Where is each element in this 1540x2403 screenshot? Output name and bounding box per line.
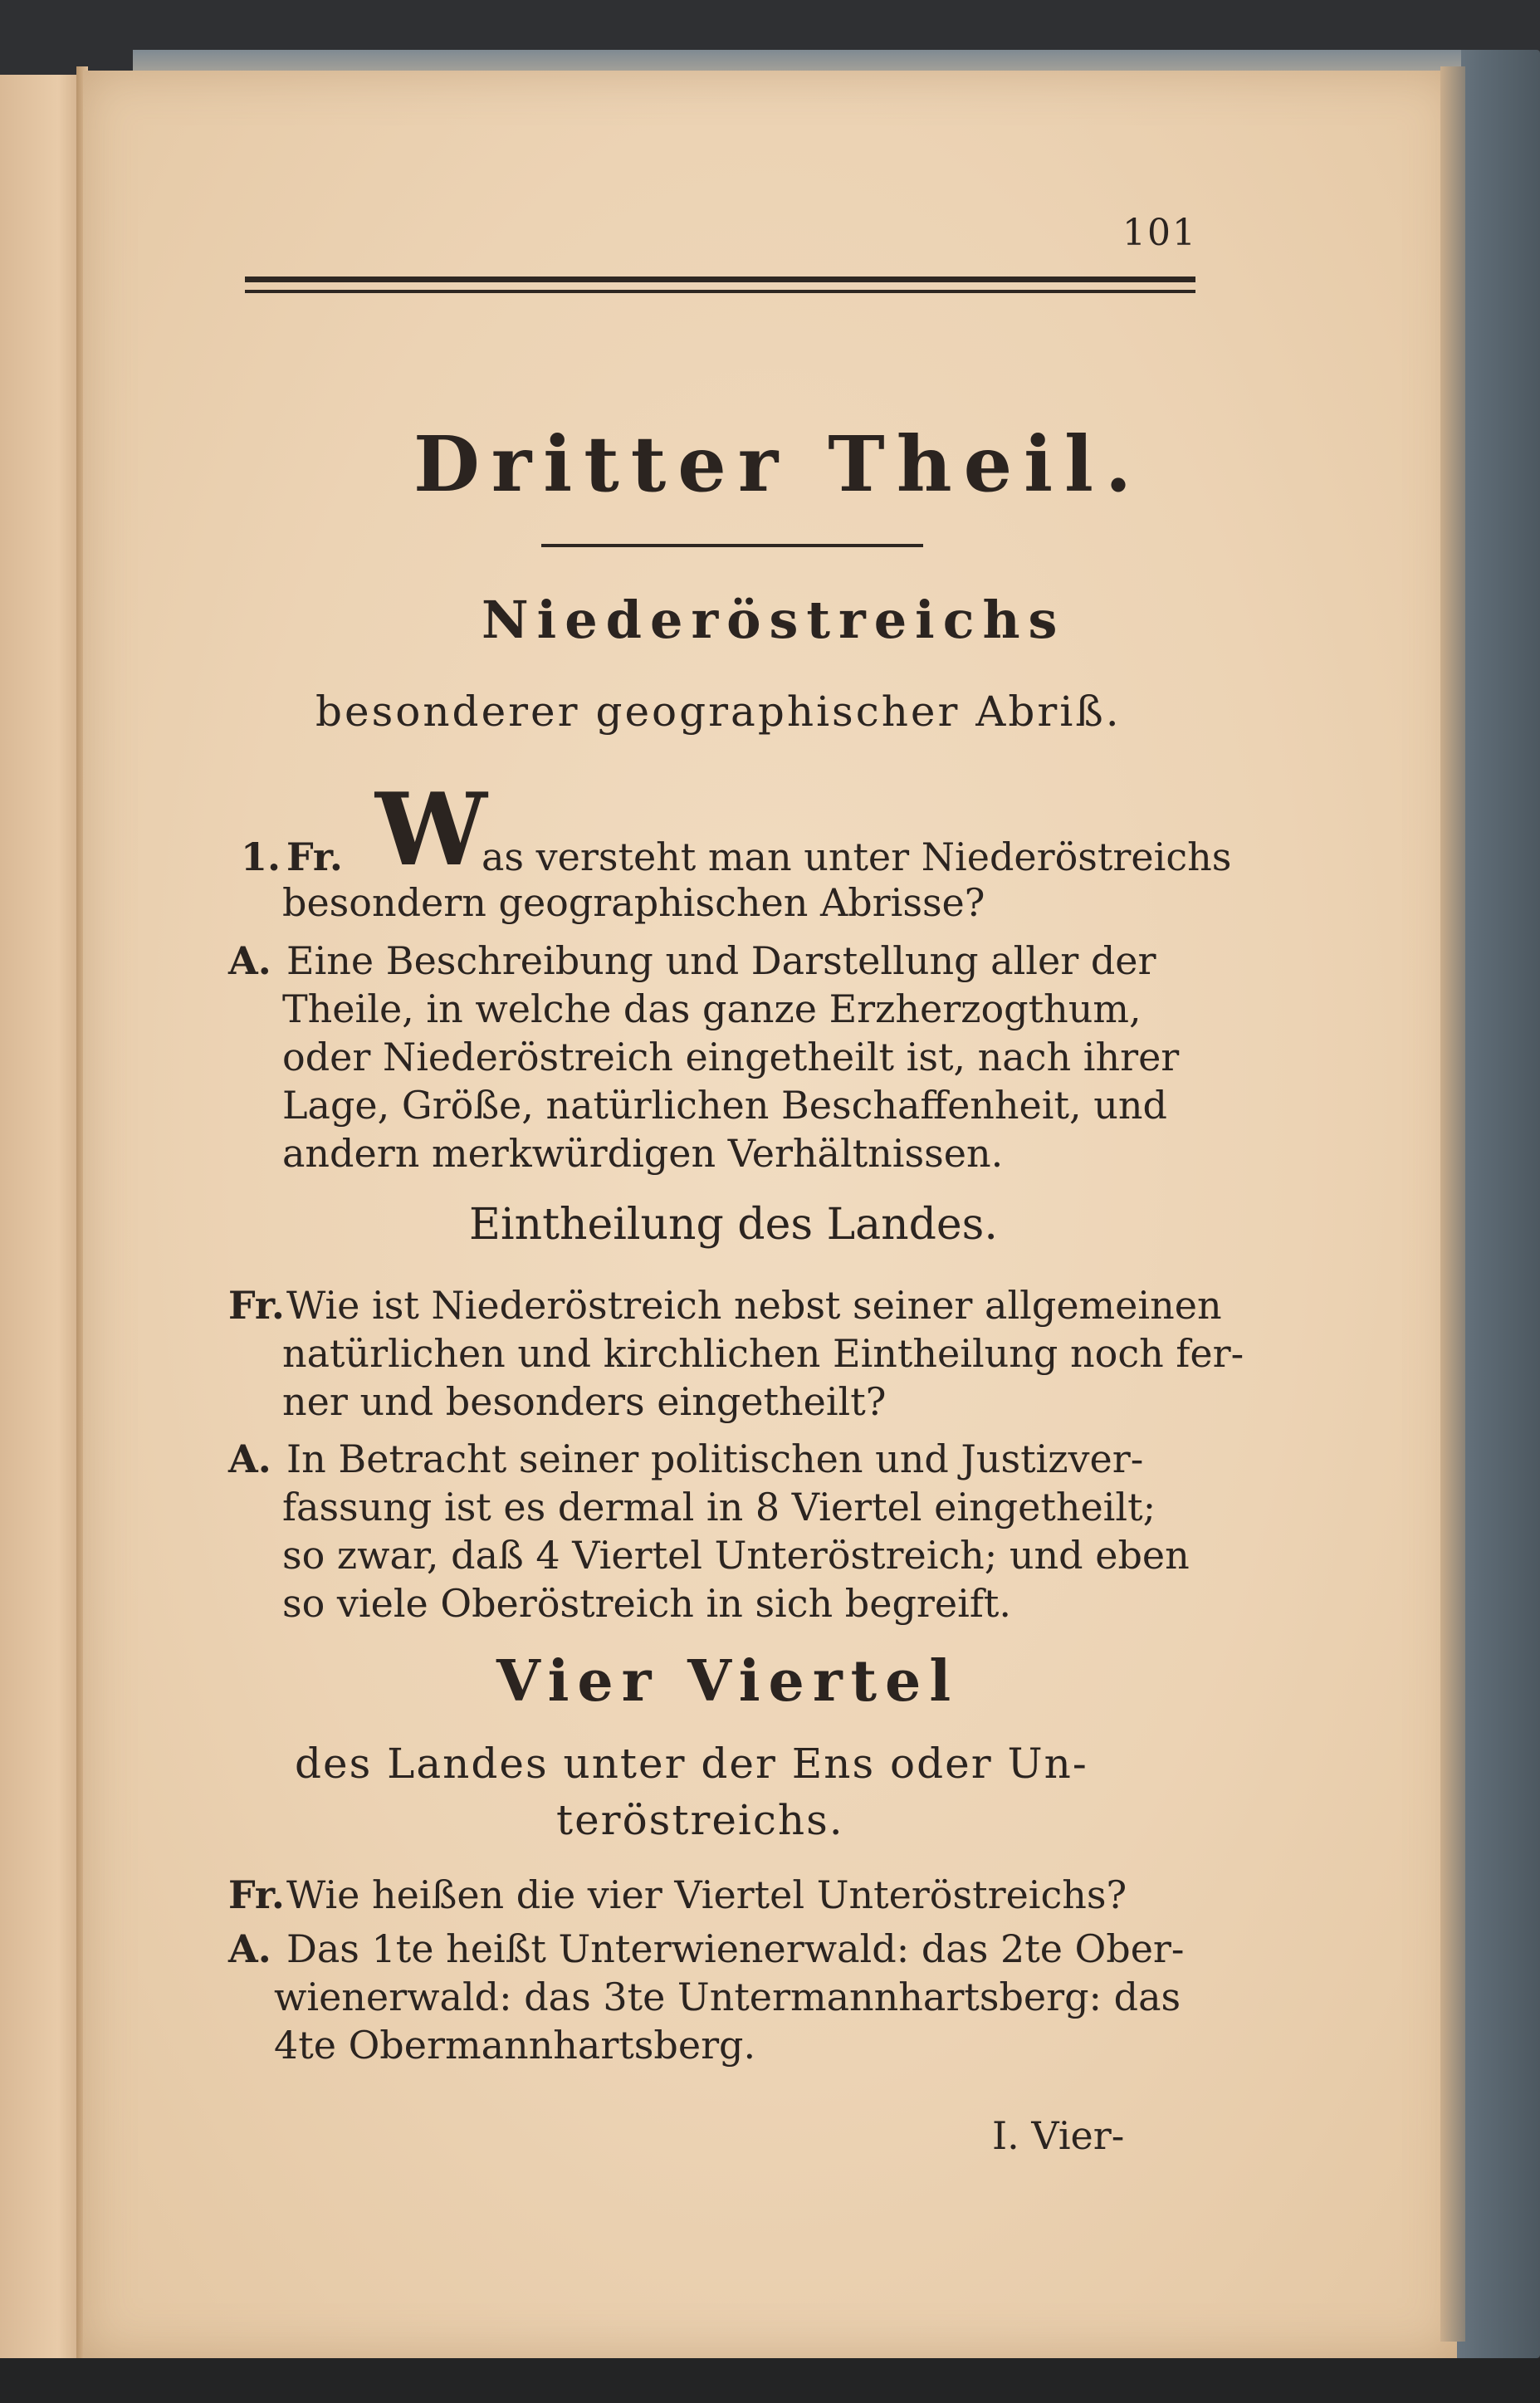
- answer-text-line: fassung ist es dermal in 8 Viertel eingetheilt;: [282, 1485, 1156, 1529]
- answer-text-line: oder Niederöstreich eingetheilt ist, nach ihrer: [282, 1035, 1180, 1079]
- section-heading-line: teröstreichs.: [556, 1796, 844, 1844]
- answer-text-line: In Betracht seiner politischen und Justizver-: [286, 1436, 1144, 1481]
- catchword: I. Vier-: [992, 2113, 1125, 2158]
- question-text-line: natürlichen und kirchlichen Eintheilung noch fer-: [282, 1331, 1244, 1376]
- page-number: 101: [1122, 212, 1197, 254]
- answer-text-line: andern merkwürdigen Verhältnissen.: [282, 1131, 1004, 1176]
- question-number: 1.: [241, 834, 281, 879]
- question-label: Fr.: [286, 834, 343, 879]
- page-stack-edge: [1440, 66, 1465, 2342]
- section-heading: Vier Viertel: [496, 1648, 960, 1715]
- answer-text-line: so zwar, daß 4 Viertel Unteröstreich; und eben: [282, 1533, 1190, 1578]
- section-heading: Eintheilung des Landes.: [469, 1200, 998, 1250]
- section-heading-line: des Landes unter der Ens oder Un-: [295, 1740, 1088, 1788]
- answer-label: A.: [228, 1926, 271, 1971]
- drop-cap: W: [375, 771, 487, 888]
- question-label: Fr.: [228, 1872, 285, 1917]
- question-text-line: Wie ist Niederöstreich nebst seiner allgemeinen: [286, 1283, 1222, 1328]
- answer-text-line: wienerwald: das 3te Untermannhartsberg: das: [274, 1975, 1181, 2019]
- question-text-line: Wie heißen die vier Viertel Unteröstreichs?: [286, 1872, 1127, 1917]
- section-subtitle: besonderer geographischer Abriß.: [315, 688, 1122, 736]
- answer-text-line: so viele Oberöstreich in sich begreift.: [282, 1581, 1011, 1626]
- answer-label: A.: [228, 938, 271, 983]
- answer-text-line: Das 1te heißt Unterwienerwald: das 2te Ober-: [286, 1926, 1185, 1971]
- answer-text-line: 4te Obermannhartsberg.: [274, 2023, 756, 2068]
- question-label: Fr.: [228, 1283, 285, 1328]
- part-title: Dritter Theil.: [413, 419, 1144, 509]
- question-text-line: ner und besonders eingetheilt?: [282, 1379, 887, 1424]
- scan-background-bottom: [0, 2358, 1540, 2403]
- title-rule: [541, 544, 923, 547]
- question-text-line: besondern geographischen Abrisse?: [282, 880, 985, 925]
- answer-text-line: Lage, Größe, natürlichen Beschaffenheit, und: [282, 1083, 1167, 1128]
- facing-page-edge: [0, 75, 83, 2366]
- answer-text-line: Theile, in welche das ganze Erzherzogthum,: [282, 986, 1142, 1031]
- section-title: Niederöstreichs: [482, 590, 1066, 650]
- header-double-rule: [245, 277, 1195, 293]
- answer-text-line: Eine Beschreibung und Darstellung aller der: [286, 938, 1156, 983]
- question-text-line: as versteht man unter Niederöstreichs: [482, 834, 1232, 879]
- answer-label: A.: [228, 1436, 271, 1481]
